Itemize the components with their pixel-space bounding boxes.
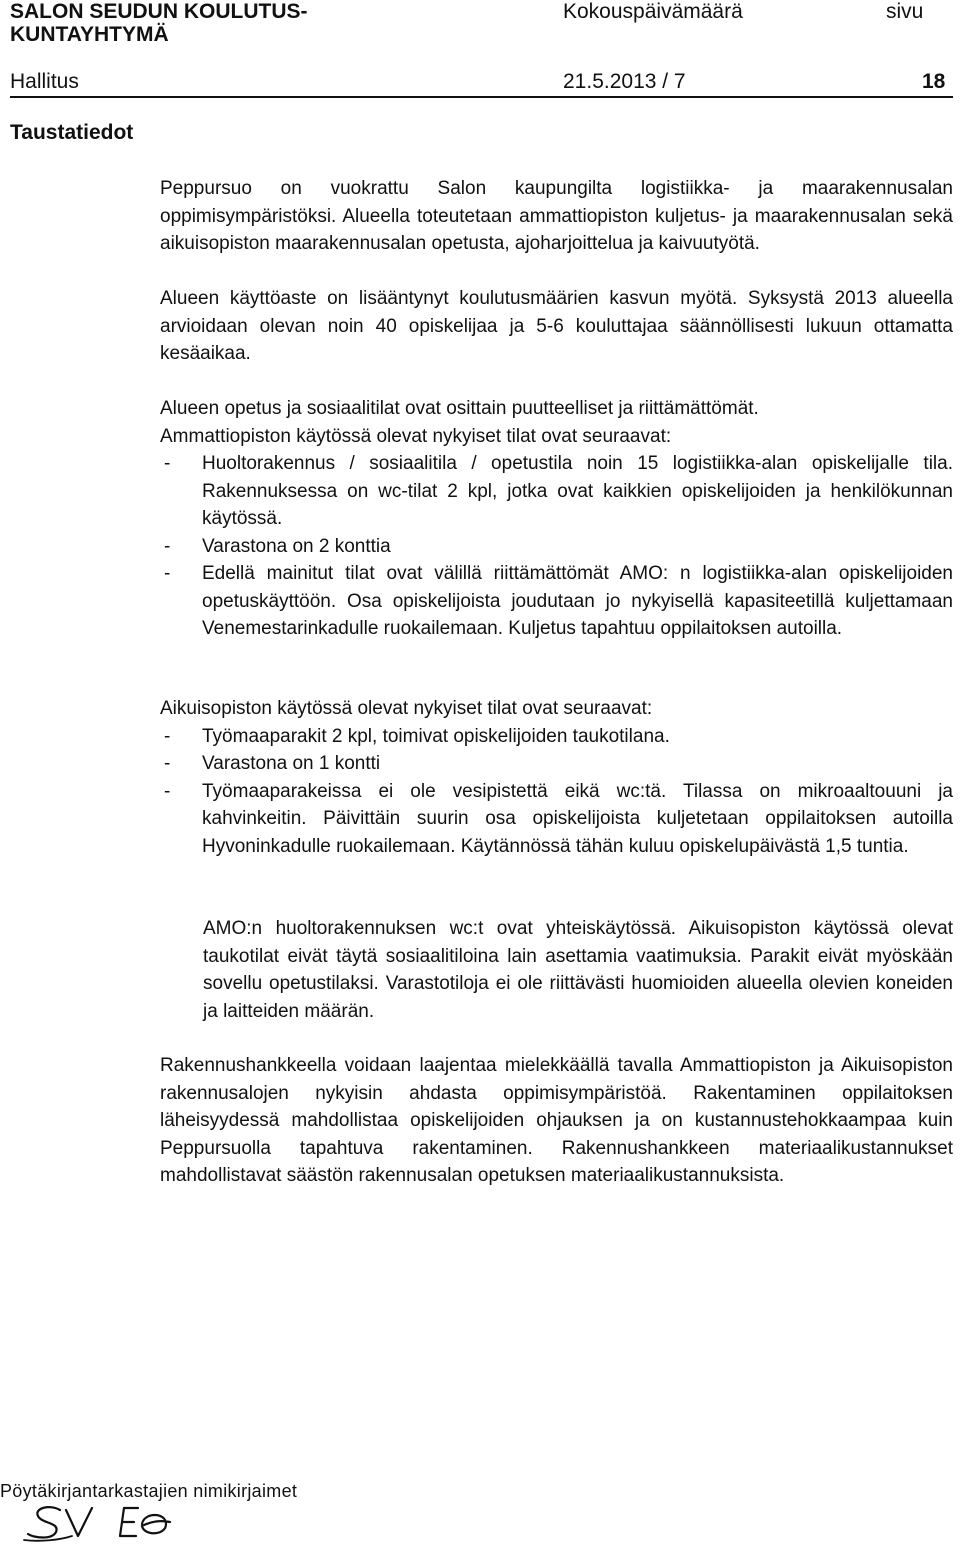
paragraph-text: Peppursuo on vuokrattu Salon kaupungilta logistiikka- ja maarakennusalan oppimisympäristöksi. Alueella toteutetaan ammattiopiston kuljetus- ja maarakennusalan sekä aikuisopiston maarakennusalan opetusta, ajoharjoittelua ja kaivuutyötä. <box>160 178 953 254</box>
footer-initials-label: Pöytäkirjantarkastajien nimikirjaimet <box>0 1481 298 1501</box>
paragraph-3 <box>160 395 953 643</box>
aikuisopisto-facilities-list <box>160 723 953 861</box>
section-title: Taustatiedot <box>10 121 134 144</box>
header-divider <box>10 96 953 98</box>
paragraph-text: AMO:n huoltorakennuksen wc:t ovat yhteiskäytössä. Aikuisopiston käytössä olevat taukotilat eivät täytä sosiaalitiloina lain asettamia vaatimuksia. Parakit eivät myöskään sovellu opetustilaksi. Varastotiloja ei ole riittävästi huomioiden alueella olevien koneiden ja laitteiden määrän. <box>203 918 953 1022</box>
paragraph-2 <box>160 285 953 368</box>
governing-body: Hallitus <box>10 70 79 93</box>
list-item: - Huoltorakennus / sosiaalitila / opetustila noin 15 logistiikka-alan opiskelijalle tila. Rakennuksessa on wc-tilat 2 kpl, jotka ovat kaikkien opiskelijoiden ja henkilökunnan käytössä. <box>160 450 953 533</box>
list-item: - Varastona on 1 kontti <box>160 750 953 778</box>
list-item: - Työmaaparakeissa ei ole vesipistettä eikä wc:tä. Tilassa on mikroaaltouuni ja kahvinkeitin. Päivittäin suurin osa opiskelijoista kuljetetaan oppilaitoksen autoilla Hyvoninkadulle ruokailemaan. Käytännössä tähän kuluu opiskelupäivästä 1,5 tuntia. <box>160 778 953 861</box>
list-item: - Edellä mainitut tilat ovat välillä riittämättömät AMO: n logistiikka-alan opiskelijoiden opetuskäyttöön. Osa opiskelijoista joudutaan jo nykyisellä kapasiteetillä kuljettamaan Venemestarinkadulle ruokailemaan. Kuljetus tapahtuu oppilaitoksen autoilla. <box>160 560 953 643</box>
list-item: - Työmaaparakit 2 kpl, toimivat opiskelijoiden taukotilana. <box>160 723 953 751</box>
paragraph-4 <box>160 695 953 860</box>
paragraph-line: Ammattiopiston käytössä olevat nykyiset tilat ovat seuraavat: <box>160 425 672 447</box>
paragraph-1 <box>160 175 953 258</box>
paragraph-text: Rakennushankkeella voidaan laajentaa mielekkäällä tavalla Ammattiopiston ja Aikuisopiston rakennusalojen nykyisin ahdasta oppimisympäristöä. Rakentaminen oppilaitoksen läheisyydessä mahdollistaa opiskelijoiden ohjauksen ja on kustannustehokkaampaa kuin Peppursuolla tapahtuva rakentaminen. Rakennushankkeen materiaalikustannukset mahdollistavat säästön rakennusalan opetuksen materiaalikustannuksista. <box>160 1055 953 1186</box>
handwritten-initials-signature <box>20 1502 240 1546</box>
page-label: sivu <box>886 0 924 23</box>
meeting-date: 21.5.2013 / 7 <box>563 70 686 93</box>
paragraph-line: Alueen opetus ja sosiaalitilat ovat osittain puutteelliset ja riittämättömät. <box>160 398 759 419</box>
paragraph-5 <box>203 915 953 1025</box>
meeting-date-label: Kokouspäivämäärä <box>563 0 743 23</box>
paragraph-6 <box>160 1052 953 1190</box>
ammattiopisto-facilities-list <box>160 450 953 643</box>
organization-name <box>10 0 308 46</box>
paragraph-line: Aikuisopiston käytössä olevat nykyiset tilat ovat seuraavat: <box>160 698 653 719</box>
page-number: 18 <box>922 70 946 93</box>
paragraph-text: Alueen käyttöaste on lisääntynyt koulutusmäärien kasvun myötä. Syksystä 2013 alueella arvioidaan olevan noin 40 opiskelijaa ja 5-6 kouluttajaa säännöllisesti lukuun ottamatta kesäaikaa. <box>160 288 953 364</box>
list-item: - Varastona on 2 konttia <box>160 533 953 561</box>
org-line-2: KUNTAYHTYMÄ <box>10 23 169 46</box>
org-line-1: SALON SEUDUN KOULUTUS- <box>10 0 308 23</box>
